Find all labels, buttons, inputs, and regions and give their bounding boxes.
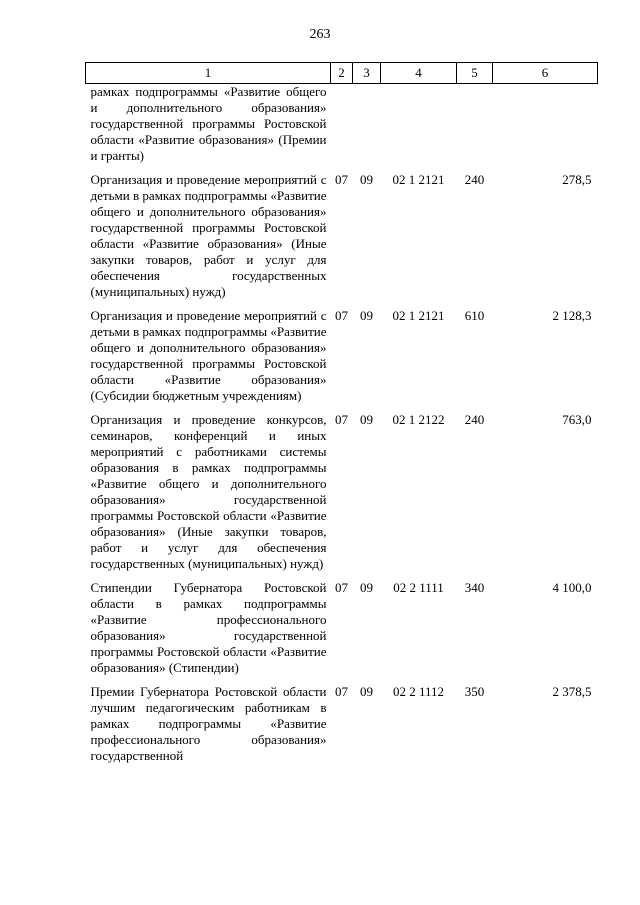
row-section-code: 07 [335,412,348,427]
column-header-6: 6 [493,63,598,84]
row-subsection-code: 09 [360,580,373,595]
budget-table [85,62,598,772]
column-header-1: 1 [86,63,331,84]
row-target-article-code: 02 1 2121 [392,172,445,187]
row-target-article-code: 02 2 1112 [392,684,445,699]
table-row [86,580,598,684]
table-row [86,684,598,772]
row-target-article-code: 02 1 2121 [392,308,445,323]
row-description: Организация и проведение мероприятий с детьми в рамках подпрограммы «Развитие общего и дополнительного образования» государственной программы Ростовской области «Развитие образования» (Иные закупки товаров, работ и услуг для обеспечения государственных (муниципальных) нужд) [90,172,327,299]
table-row [86,172,598,308]
table-row [86,412,598,580]
row-subsection-code: 09 [360,308,373,323]
row-description: Организация и проведение конкурсов, семинаров, конференций и иных мероприятий с работниками системы образования в рамках подпрограммы «Развитие общего и дополнительного образования» государственной программы Ростовской области «Развитие образования» (Иные закупки товаров, работ и услуг для обеспечения государственных (муниципальных) нужд) [90,412,327,571]
row-expense-type-code [457,84,493,173]
row-amount: 2 128,3 [552,308,592,323]
row-amount: 2 378,5 [552,684,592,699]
row-subsection-code: 09 [360,172,373,187]
row-section-code: 07 [335,172,348,187]
row-amount: 278,5 [562,172,592,187]
row-section-code: 07 [335,684,348,699]
row-subsection-code [353,84,381,173]
row-subsection-code: 09 [360,412,373,427]
row-expense-type-code: 350 [464,684,485,699]
row-expense-type-code: 240 [464,172,485,187]
row-description: рамках подпрограммы «Развитие общего и дополнительного образования» государственной программы Ростовской области «Развитие образования» (Премии и гранты) [90,84,327,163]
column-header-4: 4 [381,63,457,84]
row-amount: 763,0 [562,412,592,427]
row-amount: 4 100,0 [552,580,592,595]
table-row [86,84,598,173]
row-target-article-code: 02 1 2122 [392,412,445,427]
row-description: Премии Губернатора Ростовской области лучшим педагогическим работникам в рамках подпрограммы «Развитие профессионального образования» государственной [90,684,327,763]
row-amount [493,84,598,173]
row-expense-type-code: 610 [464,308,485,323]
row-section-code: 07 [335,580,348,595]
row-expense-type-code: 240 [464,412,485,427]
table-header-row [86,63,598,84]
row-expense-type-code: 340 [464,580,485,595]
column-header-5: 5 [457,63,493,84]
column-header-2: 2 [331,63,353,84]
table-row [86,308,598,412]
row-description: Организация и проведение мероприятий с детьми в рамках подпрограммы «Развитие общего и дополнительного образования» государственной программы Ростовской области «Развитие образования» (Субсидии бюджетным учреждениям) [90,308,327,403]
row-section-code: 07 [335,308,348,323]
row-section-code [331,84,353,173]
page-number: 263 [309,27,331,42]
row-subsection-code: 09 [360,684,373,699]
row-target-article-code [381,84,457,173]
row-target-article-code: 02 2 1111 [393,580,444,595]
row-description: Стипендии Губернатора Ростовской области в рамках подпрограммы «Развитие профессионального образования» государственной программы Ростовской области «Развитие образования» (Стипендии) [90,580,327,675]
column-header-3: 3 [353,63,381,84]
